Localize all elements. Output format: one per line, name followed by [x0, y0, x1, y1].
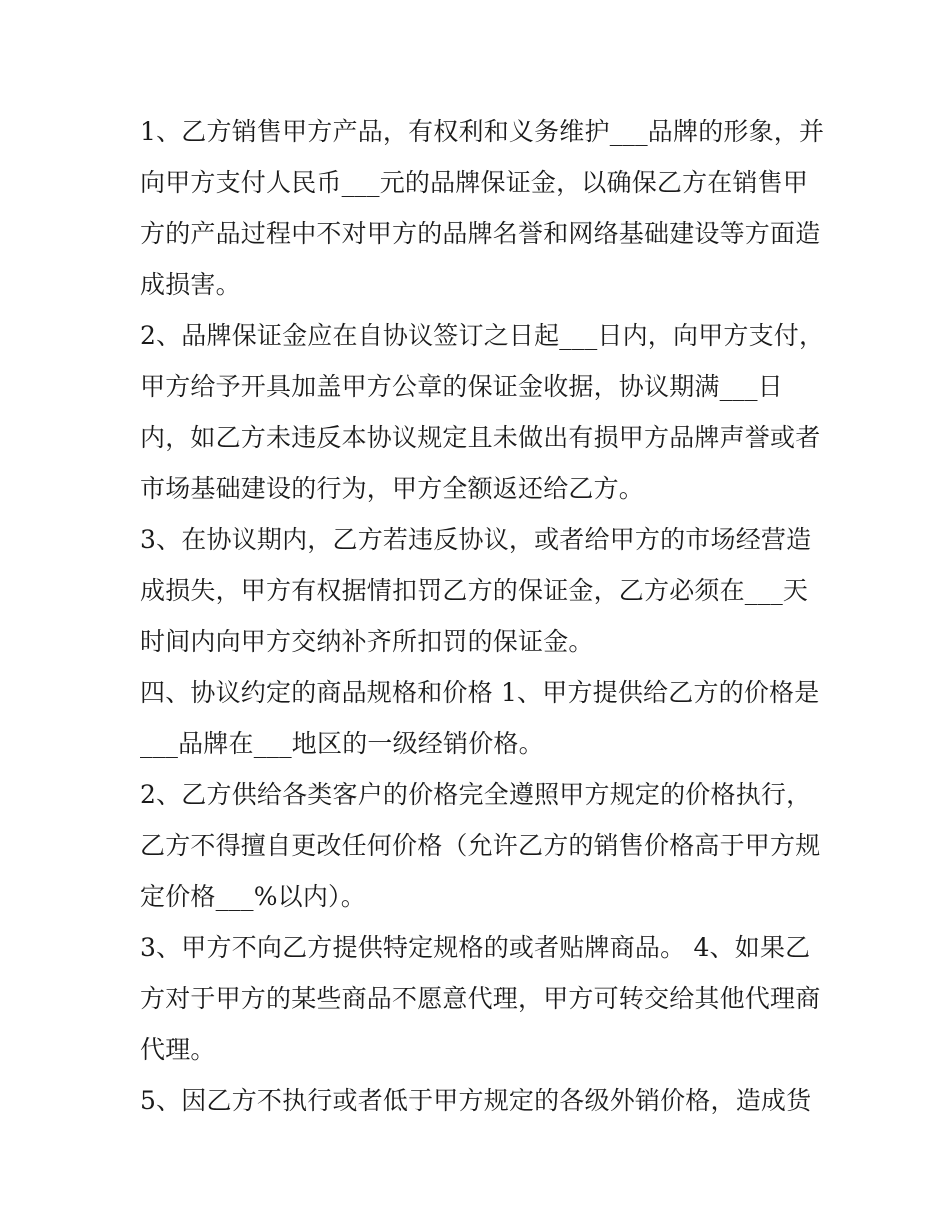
- text-line: 内，如乙方未违反本协议规定且未做出有损甲方品牌声誉或者: [140, 423, 821, 452]
- text-line: 3、在协议期内，乙方若违反协议，或者给甲方的市场经营造: [140, 525, 812, 554]
- text-line: 成损失，甲方有权据情扣罚乙方的保证金，乙方必须在___天: [140, 576, 809, 605]
- paragraph-price-violation: [140, 1075, 820, 1126]
- document-body: [140, 106, 825, 1126]
- text-line: 方的产品过程中不对甲方的品牌名誉和网络基础建设等方面造: [140, 219, 821, 248]
- text-line: 乙方不得擅自更改任何价格（允许乙方的销售价格高于甲方规: [140, 831, 821, 860]
- paragraph-product-specs: [140, 922, 820, 1075]
- text-line: 甲方给予开具加盖甲方公章的保证金收据，协议期满___日: [140, 372, 783, 401]
- text-line: 2、乙方供给各类客户的价格完全遵照甲方规定的价格执行，: [140, 780, 812, 809]
- paragraph-price-compliance: [140, 769, 820, 922]
- text-line: 3、甲方不向乙方提供特定规格的或者贴牌商品。 4、如果乙: [140, 933, 811, 962]
- paragraph-deposit-payment: [140, 310, 825, 514]
- text-line: 市场基础建设的行为，甲方全额返还给乙方。: [140, 474, 645, 503]
- text-line: 5、因乙方不执行或者低于甲方规定的各级外销价格，造成货: [140, 1086, 812, 1115]
- paragraph-section-four-pricing: [140, 667, 820, 769]
- text-line: 2、品牌保证金应在自协议签订之日起___日内，向甲方支付，: [140, 321, 825, 350]
- text-line: 向甲方支付人民币___元的品牌保证金，以确保乙方在销售甲: [140, 168, 809, 197]
- text-line: 代理。: [140, 1035, 216, 1064]
- text-line: 成损害。: [140, 270, 241, 299]
- text-line: ___品牌在___地区的一级经销价格。: [140, 729, 544, 758]
- paragraph-brand-deposit: [140, 106, 825, 310]
- text-line: 方对于甲方的某些商品不愿意代理，甲方可转交给其他代理商: [140, 984, 821, 1013]
- text-line: 时间内向甲方交纳补齐所扣罚的保证金。: [140, 627, 594, 656]
- text-line: 四、协议约定的商品规格和价格 1、甲方提供给乙方的价格是: [140, 678, 820, 707]
- paragraph-deposit-penalty: [140, 514, 820, 667]
- text-line: 定价格___%以内）。: [140, 882, 366, 911]
- text-line: 1、乙方销售甲方产品，有权利和义务维护___品牌的形象，并: [140, 117, 825, 146]
